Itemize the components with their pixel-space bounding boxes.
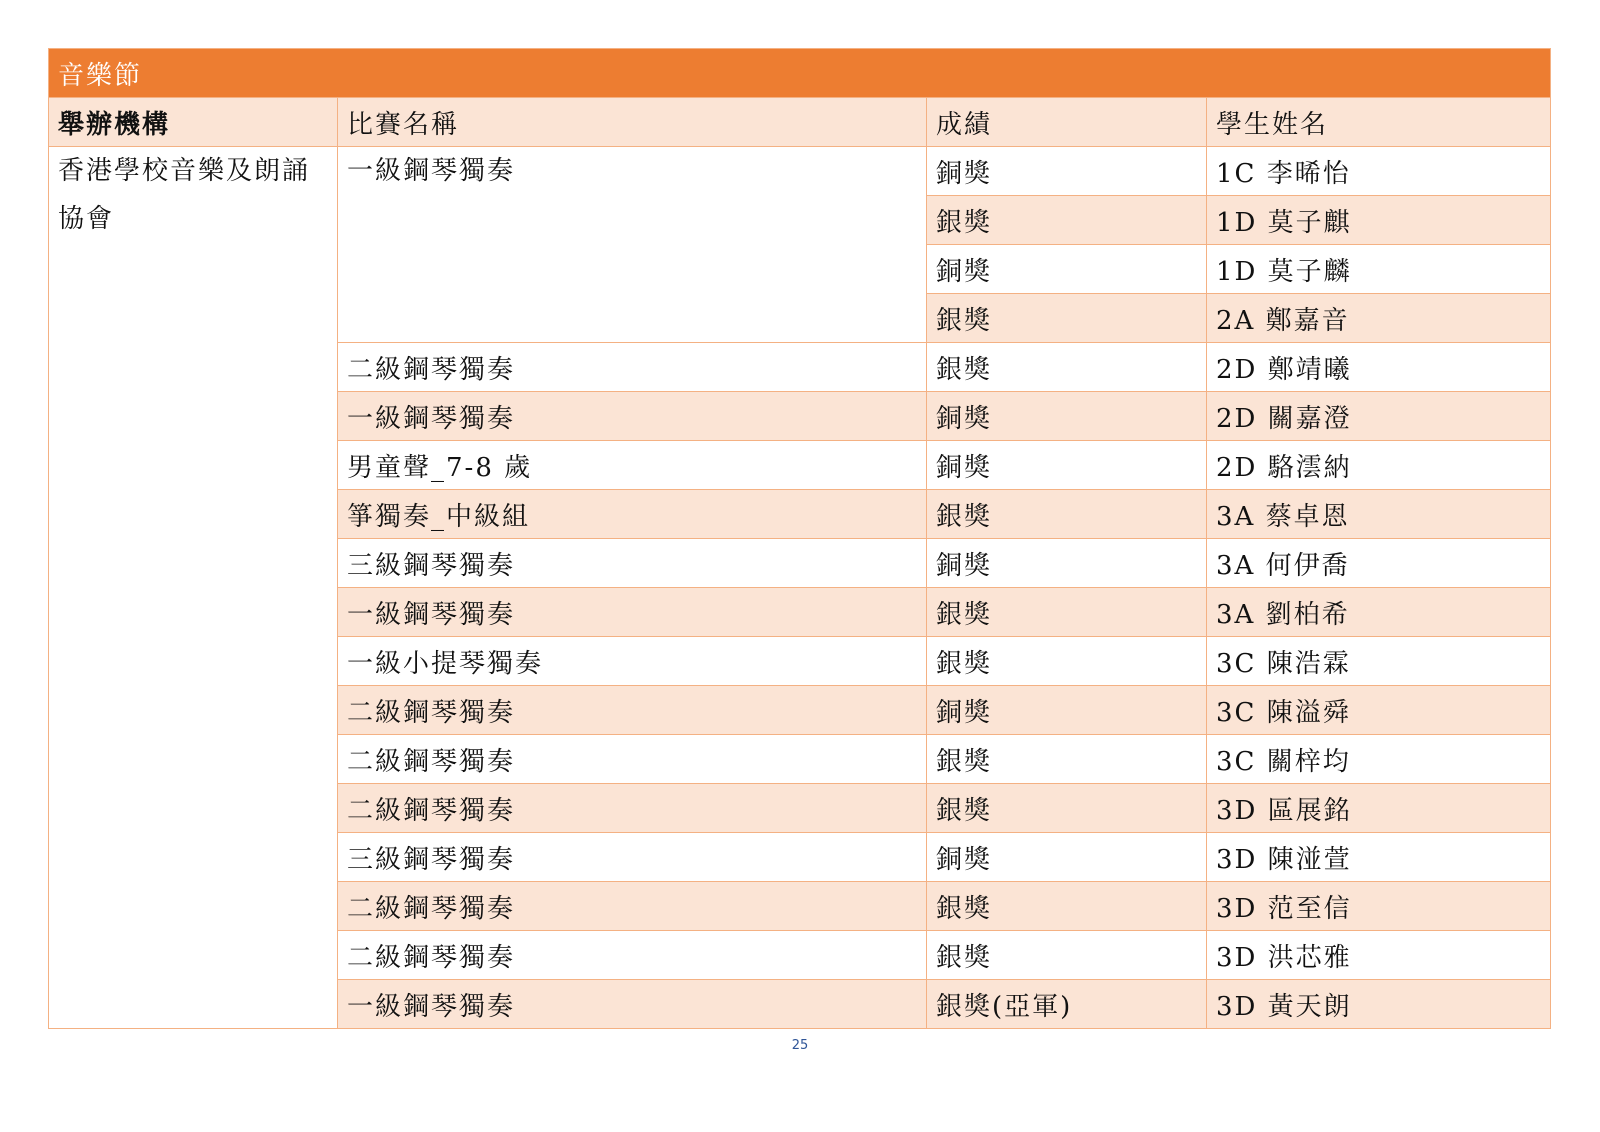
table-title: 音樂節 (49, 49, 1551, 98)
result-cell: 銀獎 (927, 343, 1207, 392)
competition-cell: 一級鋼琴獨奏 (338, 588, 927, 637)
competition-cell: 二級鋼琴獨奏 (338, 784, 927, 833)
competition-cell: 箏獨奏_中級組 (338, 490, 927, 539)
competition-cell: 一級鋼琴獨奏 (338, 980, 927, 1029)
table-header-row (49, 98, 1551, 147)
result-cell: 銅獎 (927, 392, 1207, 441)
student-cell: 3D 區展銘 (1207, 784, 1551, 833)
student-cell: 3A 蔡卓恩 (1207, 490, 1551, 539)
competition-cell: 二級鋼琴獨奏 (338, 686, 927, 735)
student-cell: 1D 莫子麒 (1207, 196, 1551, 245)
result-cell: 銀獎 (927, 784, 1207, 833)
organizer-cell: 香港學校音樂及朗誦協會 (49, 147, 338, 1029)
student-cell: 3C 陳溢舜 (1207, 686, 1551, 735)
result-cell: 銀獎 (927, 196, 1207, 245)
student-cell: 2D 駱澐納 (1207, 441, 1551, 490)
student-cell: 1C 李晞怡 (1207, 147, 1551, 196)
student-cell: 2D 鄭靖曦 (1207, 343, 1551, 392)
student-cell: 3A 劉柏希 (1207, 588, 1551, 637)
header-result: 成績 (927, 98, 1207, 147)
result-cell: 銀獎 (927, 637, 1207, 686)
competition-cell: 男童聲_7-8 歲 (338, 441, 927, 490)
competition-cell: 二級鋼琴獨奏 (338, 931, 927, 980)
competition-cell: 二級鋼琴獨奏 (338, 882, 927, 931)
student-cell: 2D 關嘉澄 (1207, 392, 1551, 441)
student-cell: 1D 莫子麟 (1207, 245, 1551, 294)
competition-cell: 三級鋼琴獨奏 (338, 539, 927, 588)
result-cell: 銀獎 (927, 735, 1207, 784)
result-cell: 銀獎 (927, 931, 1207, 980)
table-title-row (49, 49, 1551, 98)
competition-cell: 一級小提琴獨奏 (338, 637, 927, 686)
result-cell: 銅獎 (927, 833, 1207, 882)
competition-cell: 二級鋼琴獨奏 (338, 735, 927, 784)
student-cell: 3D 范至信 (1207, 882, 1551, 931)
header-organizer: 舉辦機構 (49, 98, 338, 147)
student-cell: 3C 關梓均 (1207, 735, 1551, 784)
result-cell: 銅獎 (927, 245, 1207, 294)
result-cell: 銅獎 (927, 441, 1207, 490)
student-cell: 3D 陳湴萱 (1207, 833, 1551, 882)
student-cell: 3D 黃天朗 (1207, 980, 1551, 1029)
result-cell: 銀獎 (927, 490, 1207, 539)
result-cell: 銀獎(亞軍) (927, 980, 1207, 1029)
result-cell: 銅獎 (927, 147, 1207, 196)
header-competition: 比賽名稱 (338, 98, 927, 147)
awards-table (48, 48, 1551, 1029)
result-cell: 銀獎 (927, 588, 1207, 637)
student-cell: 3A 何伊喬 (1207, 539, 1551, 588)
result-cell: 銀獎 (927, 294, 1207, 343)
competition-cell: 一級鋼琴獨奏 (338, 147, 927, 343)
header-student: 學生姓名 (1207, 98, 1551, 147)
result-cell: 銀獎 (927, 882, 1207, 931)
table-row (49, 147, 1551, 196)
competition-cell: 三級鋼琴獨奏 (338, 833, 927, 882)
student-cell: 2A 鄭嘉音 (1207, 294, 1551, 343)
result-cell: 銅獎 (927, 686, 1207, 735)
student-cell: 3C 陳浩霖 (1207, 637, 1551, 686)
competition-cell: 一級鋼琴獨奏 (338, 392, 927, 441)
competition-cell: 二級鋼琴獨奏 (338, 343, 927, 392)
result-cell: 銅獎 (927, 539, 1207, 588)
student-cell: 3D 洪芯雅 (1207, 931, 1551, 980)
page-number: 25 (791, 1038, 809, 1053)
